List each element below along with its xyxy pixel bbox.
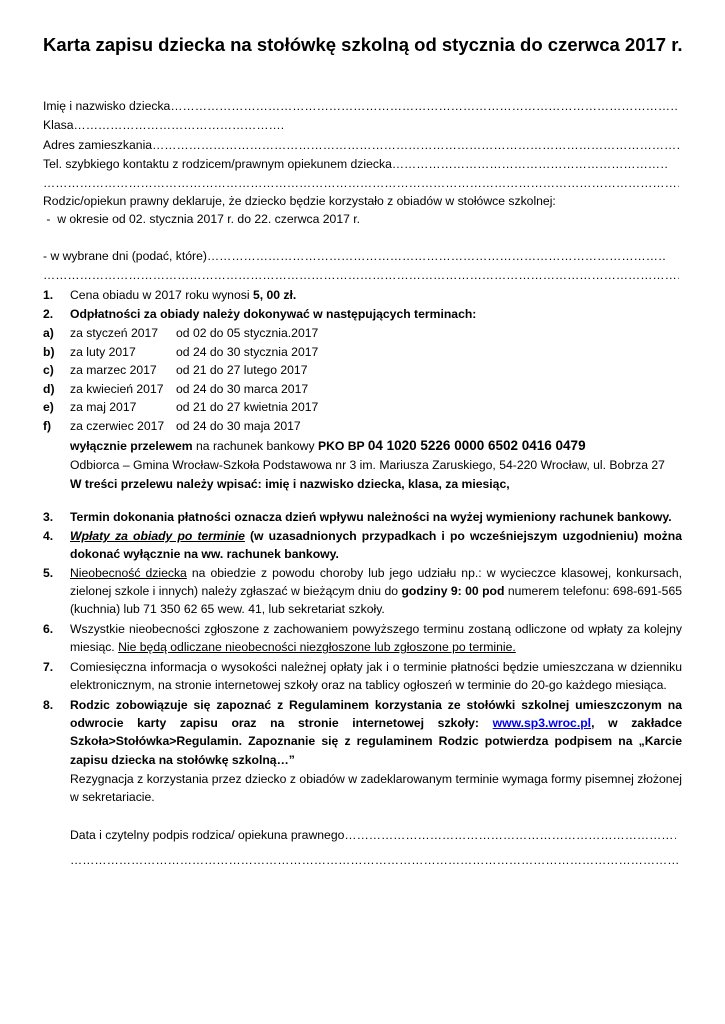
point-4-number: 4.: [43, 529, 54, 543]
schedule-row: [70, 418, 301, 435]
point-1-number: 1.: [43, 288, 54, 302]
class-label: Klasa: [43, 118, 74, 132]
schedule-period: za maj 2017: [70, 400, 137, 414]
schedule-range: od 24 do 30 stycznia 2017: [176, 344, 319, 359]
point-3-number: 3.: [43, 510, 54, 524]
selected-days-continuation[interactable]: [43, 267, 679, 284]
schedule-range: od 24 do 30 maja 2017: [176, 418, 301, 433]
schedule-row: [70, 362, 307, 379]
signature-field[interactable]: [70, 827, 676, 844]
schedule-period: za luty 2017: [70, 344, 136, 359]
class-dots: …………………………………………….: [73, 118, 285, 132]
schedule-period: za styczeń 2017: [70, 326, 159, 340]
selected-days-label: - w wybrane dni (podać, które): [43, 249, 207, 263]
schedule-row: [70, 325, 318, 342]
point-7-number: 7.: [43, 660, 54, 674]
recipient-info: Odbiorca – Gmina Wrocław-Szkoła Podstawowa nr 3 im. Mariusza Zaruskiego, 54-220 Wrocław, ul. Bobrza 27: [70, 458, 665, 472]
point-8-number: 8.: [43, 698, 54, 712]
point-8-text: Rodzic zobowiązuje się zapoznać z Regulaminem korzystania ze stołówki szkolnej umieszczonym na odwrocie karty zapisu oraz na stronie internetowej szkoły: www.sp3.wroc.pl, w zakładce Szkoła>Stołówka>Regulamin. Zapoznanie się z regulaminem Rodzic potwierdza podpisem na „Karcie zapisu dziecka na stołówkę szkolną…”: [70, 698, 683, 767]
schedule-range: od 24 do 30 marca 2017: [176, 381, 309, 396]
signature-field-continuation[interactable]: [70, 852, 680, 869]
declaration-period: - w okresie od 02. stycznia 2017 r. do 22. czerwca 2017 r.: [43, 212, 361, 226]
school-website-link[interactable]: www.sp3.wroc.pl: [492, 716, 592, 731]
class-field[interactable]: [43, 117, 679, 134]
schedule-label: f): [43, 418, 52, 433]
schedule-label: a): [43, 326, 54, 340]
schedule-period: za marzec 2017: [70, 363, 157, 377]
page-title: Karta zapisu dziecka na stołówkę szkolną od stycznia do czerwca 2017 r.: [43, 34, 683, 55]
point-6-text: Wszystkie nieobecności zgłoszone z zachowaniem powyższego terminu zostaną odliczone od wpłaty za kolejny miesiąc. Nie będą odliczane nieobecności niezgłoszone lub zgłoszone po terminie.: [70, 622, 682, 655]
phone-label: Tel. szybkiego kontaktu z rodzicem/prawnym opiekunem dziecka: [43, 157, 392, 171]
schedule-range: od 21 do 27 kwietnia 2017: [176, 400, 319, 414]
point-5-number: 5.: [43, 566, 54, 580]
point-2-number: 2.: [43, 307, 54, 321]
signature-label: Data i czytelny podpis rodzica/ opiekuna prawnego: [70, 828, 345, 842]
point-3-text: Termin dokonania płatności oznacza dzień wpływu należności na wyżej wymieniony rachunek bankowy.: [70, 510, 672, 524]
schedule-range: od 21 do 27 lutego 2017: [176, 363, 308, 377]
child-name-label: Imię i nazwisko dziecka: [43, 99, 171, 113]
schedule-row: [70, 399, 318, 416]
schedule-label: d): [43, 381, 55, 396]
selected-days-field[interactable]: [43, 248, 667, 265]
schedule-row: [70, 344, 318, 361]
phone-field[interactable]: [43, 156, 667, 173]
address-field[interactable]: [43, 137, 679, 154]
declaration-text: Rodzic/opiekun prawny deklaruje, że dziecko będzie korzystało z obiadów w stołówce szkolnej:: [43, 194, 556, 208]
point-5-text: Nieobecność dziecka na obiedzie z powodu choroby lub jego udziału np.: w wycieczce klasowej, konkursach, zielonej szkole i innych) należy zgłaszać w bieżącym dniu do godziny 9: 00 pod numerem telefonu: 698-691-565 (kuchnia) lub 71 350 62 65 wew. 41, lub sekretariat szkoły.: [70, 566, 683, 617]
meal-price: 5, 00 zł.: [252, 288, 297, 302]
schedule-period: za kwiecień 2017: [70, 381, 164, 396]
resignation-text: Rezygnacja z korzystania przez dziecko z obiadów w zadeklarowanym terminie wymaga formy pisemnej złożonej w sekretariacie.: [70, 772, 682, 805]
address-label: Adres zamieszkania: [43, 138, 153, 152]
phone-field-continuation[interactable]: [43, 175, 679, 192]
point-4-text: Wpłaty za obiady po terminie (w uzasadnionych przypadkach i po wcześniejszym uzgodnieniu) można dokonać wyłącznie na ww. rachunek bankowy.: [70, 529, 682, 562]
transfer-title-info: W treści przelewu należy wpisać: imię i nazwisko dziecka, klasa, za miesiąc,: [70, 477, 510, 491]
point-7-text: Comiesięczna informacja o wysokości należnej opłaty jak i o terminie płatności będzie umieszczana w dzienniku elektronicznym, na stronie internetowej szkoły oraz na tablicy ogłoszeń w terminie do 20-go każdego miesiąca.: [70, 660, 682, 693]
bank-account-number: 04 1020 5226 0000 6502 0416 0479: [367, 438, 586, 453]
schedule-label: b): [43, 344, 55, 359]
schedule-label: c): [43, 363, 54, 377]
point-1-text: Cena obiadu w 2017 roku wynosi 5, 00 zł.: [70, 288, 297, 302]
point-2-text: Odpłatności za obiady należy dokonywać w następujących terminach:: [70, 307, 477, 321]
transfer-info: wyłącznie przelewem na rachunek bankowy PKO BP 04 1020 5226 0000 6502 0416 0479: [70, 438, 586, 453]
schedule-period: za czerwiec 2017: [70, 418, 165, 433]
point-6-number: 6.: [43, 622, 54, 636]
child-name-field[interactable]: [43, 98, 679, 115]
schedule-label: e): [43, 400, 54, 414]
schedule-row: [70, 381, 308, 398]
schedule-range: od 02 do 05 stycznia.2017: [176, 326, 319, 340]
